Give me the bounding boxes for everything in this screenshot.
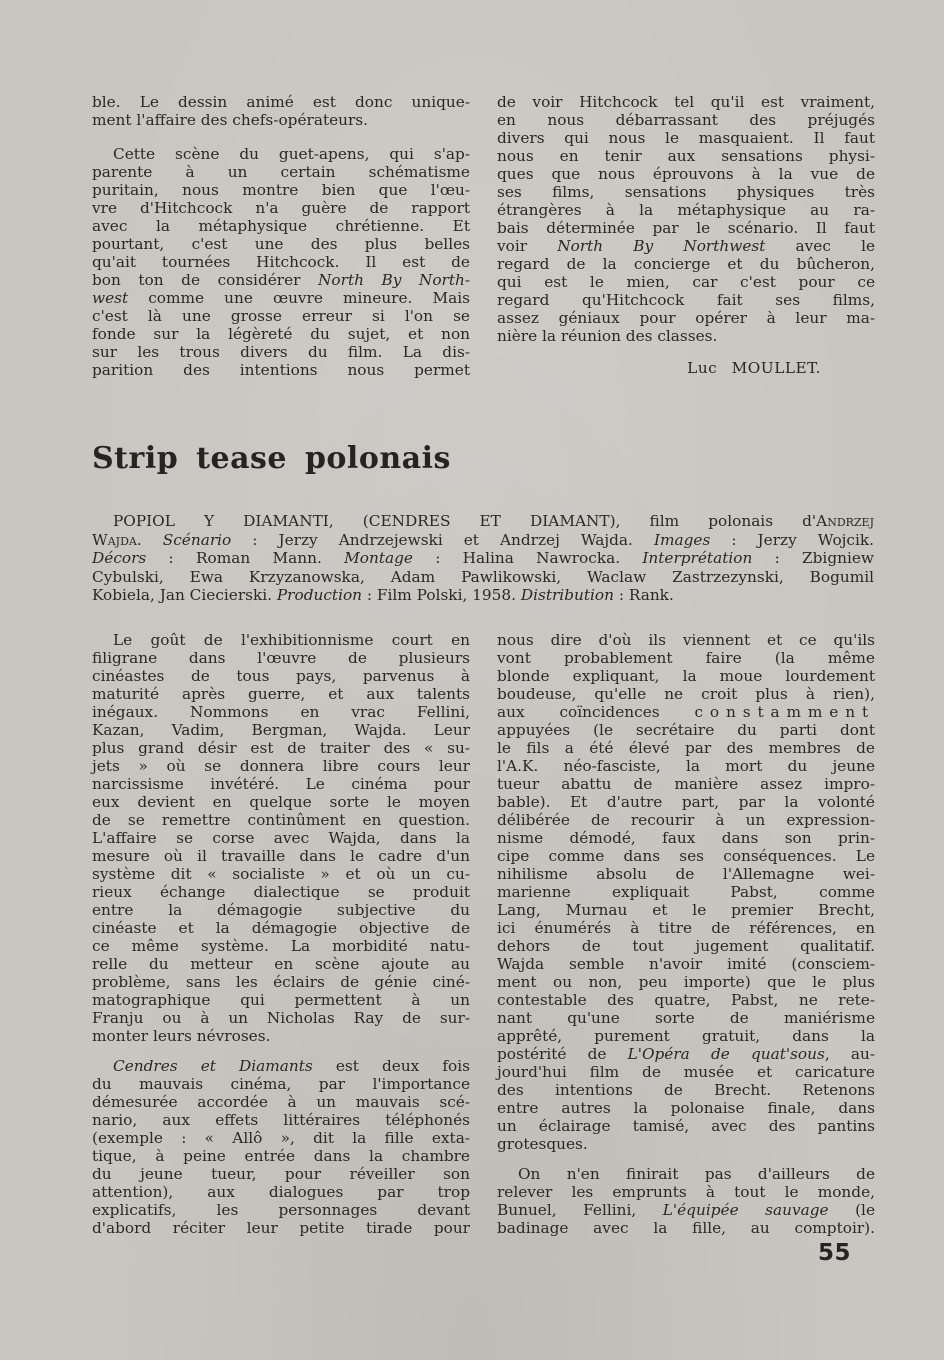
text-line: Lang, Murnau et le premier Brecht, bbox=[497, 901, 875, 919]
text-line: inégaux. Nommons en vrac Fellini, bbox=[92, 703, 470, 721]
text-line: (exemple : « Allô », dit la fille exta- bbox=[92, 1129, 470, 1147]
text-line: délibérée de recourir à un expression- bbox=[497, 811, 875, 829]
top-article bbox=[92, 93, 874, 379]
text-line: nous dire d'où ils viennent et ce qu'ils bbox=[497, 631, 875, 649]
text-line: Cette scène du guet-apens, qui s'ap- bbox=[113, 145, 470, 163]
text-line: nière la réunion des classes. bbox=[497, 327, 718, 345]
text-line: explicatifs, les personnages devant bbox=[92, 1201, 470, 1219]
text-line: du jeune tueur, pour réveiller son bbox=[92, 1165, 470, 1183]
text-line: badinage avec la fille, au comptoir). bbox=[497, 1219, 875, 1237]
text-line: ques que nous éprouvons à la vue de bbox=[497, 165, 875, 183]
text-line: entre la démagogie subjective du bbox=[92, 901, 470, 919]
film-credits-block bbox=[92, 512, 874, 605]
text-line: vont probablement faire (la même bbox=[497, 649, 875, 667]
main-article-left-column bbox=[92, 631, 470, 1237]
text-line: tueur abattu de manière assez impro- bbox=[497, 775, 875, 793]
text-line: le fils a été élevé par des membres de bbox=[497, 739, 875, 757]
text-line: plus grand désir est de traiter des « su- bbox=[92, 739, 470, 757]
text-line: nous en tenir aux sensations physi- bbox=[497, 147, 875, 165]
text-line: relle du metteur en scène ajoute au bbox=[92, 955, 470, 973]
text-line: c'est là une grosse erreur si l'on se bbox=[92, 307, 470, 325]
text-line: assez géniaux pour opérer à leur ma- bbox=[497, 309, 875, 327]
text-line: apprêté, purement gratuit, dans la bbox=[497, 1027, 875, 1045]
text-line: bable). Et d'autre part, par la volonté bbox=[497, 793, 875, 811]
text-line: de se remettre continûment en question. bbox=[92, 811, 470, 829]
text-line: jets » où se donnera libre cours leur bbox=[92, 757, 470, 775]
text-line: ses films, sensations physiques très bbox=[497, 183, 875, 201]
text-line: matographique qui permettent à un bbox=[92, 991, 470, 1009]
text-line: On n'en finirait pas d'ailleurs de bbox=[518, 1165, 875, 1183]
text-line: entre autres la polonaise finale, dans bbox=[497, 1099, 875, 1117]
article-title: Strip tease polonais bbox=[92, 441, 451, 476]
text-line: Kazan, Vadim, Bergman, Wajda. Leur bbox=[92, 721, 470, 739]
text-line: maturité après guerre, et aux talents bbox=[92, 685, 470, 703]
text-line: avec la métaphysique chrétienne. Et bbox=[92, 217, 470, 235]
text-line: regard qu'Hitchcock fait ses films, bbox=[497, 291, 875, 309]
text-line: dehors de tout jugement qualitatif. bbox=[497, 937, 875, 955]
text-line: ment ou non, peu importe) que le plus bbox=[497, 973, 875, 991]
text-line: parition des intentions nous permet bbox=[92, 361, 470, 379]
text-line: étrangères à la métaphysique au ra- bbox=[497, 201, 875, 219]
text-line: nario, aux effets littéraires téléphonés bbox=[92, 1111, 470, 1129]
text-line: monter leurs névroses. bbox=[92, 1027, 271, 1045]
text-line: L'affaire se corse avec Wajda, dans la bbox=[92, 829, 470, 847]
text-line: Luc MOULLET. bbox=[687, 359, 821, 377]
text-line: postérité de L'Opéra de quat'sous, au- bbox=[497, 1045, 875, 1063]
text-line: qu'ait tournées Hitchcock. Il est de bbox=[92, 253, 470, 271]
text-line: ment l'affaire des chefs-opérateurs. bbox=[92, 111, 369, 129]
text-line: problème, sans les éclairs de génie ciné- bbox=[92, 973, 470, 991]
text-line: tique, à peine entrée dans la chambre bbox=[92, 1147, 470, 1165]
text-line: mesure où il travaille dans le cadre d'un bbox=[92, 847, 470, 865]
text-line: un éclairage tamisé, avec des pantins bbox=[497, 1117, 875, 1135]
text-line: nisme démodé, faux dans son prin- bbox=[497, 829, 875, 847]
text-line: divers qui nous le masquaient. Il faut bbox=[497, 129, 875, 147]
text-line: Le goût de l'exhibitionnisme court en bbox=[113, 631, 470, 649]
text-line: filigrane dans l'œuvre de plusieurs bbox=[92, 649, 470, 667]
text-line: Wajda semble n'avoir imité (consciem- bbox=[497, 955, 875, 973]
text-line: ce même système. La morbidité natu- bbox=[92, 937, 470, 955]
text-line: jourd'hui film de musée et caricature bbox=[497, 1063, 875, 1081]
page-number: 55 bbox=[818, 1240, 852, 1266]
text-line: nihilisme absolu de l'Allemagne wei- bbox=[497, 865, 875, 883]
text-line: des intentions de Brecht. Retenons bbox=[497, 1081, 875, 1099]
text-line: en nous débarrassant des préjugés bbox=[497, 111, 875, 129]
text-line: relever les emprunts à tout le monde, bbox=[497, 1183, 875, 1201]
text-line: contestable des quatre, Pabst, ne rete- bbox=[497, 991, 875, 1009]
text-line: blonde expliquant, la moue lourdement bbox=[497, 667, 875, 685]
text-line: fonde sur la légèreté du sujet, et non bbox=[92, 325, 470, 343]
text-line: voir North By Northwest avec le bbox=[497, 237, 876, 255]
text-line: Cendres et Diamants est deux fois bbox=[113, 1057, 470, 1075]
text-line: sur les trous divers du film. La dis- bbox=[92, 343, 470, 361]
text-line: nant qu'une sorte de maniérisme bbox=[497, 1009, 875, 1027]
text-line: rieux échange dialectique se produit bbox=[92, 883, 470, 901]
text-line: eux devient en quelque sorte le moyen bbox=[92, 793, 470, 811]
text-line: grotesques. bbox=[497, 1135, 588, 1153]
text-line: ici énumérés à titre de références, en bbox=[497, 919, 875, 937]
text-line: boudeuse, qu'elle ne croit plus à rien), bbox=[497, 685, 875, 703]
top-article-left-column bbox=[92, 93, 470, 379]
text-line: attention), aux dialogues par trop bbox=[92, 1183, 470, 1201]
text-line: marienne expliquait Pabst, comme bbox=[497, 883, 875, 901]
text-line: Wajda. Scénario : Jerzy Andrzejewski et Andrzej Wajda. Images : Jerzy Wojcik. bbox=[92, 530, 874, 549]
text-line: Franju ou à un Nicholas Ray de sur- bbox=[92, 1009, 470, 1027]
text-line: vre d'Hitchcock n'a guère de rapport bbox=[92, 199, 470, 217]
top-article-right-column bbox=[497, 93, 875, 379]
text-line: Kobiela, Jan Ciecierski. Production : Film Polski, 1958. Distribution : Rank. bbox=[92, 586, 674, 605]
text-line: ble. Le dessin animé est donc unique- bbox=[92, 93, 470, 111]
text-line: regard de la concierge et du bûcheron, bbox=[497, 255, 875, 273]
text-line: du mauvais cinéma, par l'importance bbox=[92, 1075, 470, 1093]
text-line: cipe comme dans ses conséquences. Le bbox=[497, 847, 875, 865]
text-line: système dit « socialiste » et où un cu- bbox=[92, 865, 470, 883]
main-article-right-column bbox=[497, 631, 875, 1237]
text-line: POPIOL Y DIAMANTI, (CENDRES ET DIAMANT), film polonais d'Andrzej bbox=[113, 512, 874, 530]
main-article bbox=[92, 631, 874, 1237]
text-line: bon ton de considérer North By North- bbox=[92, 271, 471, 289]
text-line: narcissisme invétéré. Le cinéma pour bbox=[92, 775, 470, 793]
text-line: d'abord réciter leur petite tirade pour bbox=[92, 1219, 470, 1237]
text-line: west comme une œuvre mineure. Mais bbox=[92, 289, 470, 307]
text-line: parente à un certain schématisme bbox=[92, 163, 470, 181]
text-line: l'A.K. néo-fasciste, la mort du jeune bbox=[497, 757, 875, 775]
text-line: cinéaste et la démagogie objective de bbox=[92, 919, 470, 937]
text-line: puritain, nous montre bien que l'œu- bbox=[92, 181, 470, 199]
text-line: qui est le mien, car c'est pour ce bbox=[497, 273, 875, 291]
text-line: Décors : Roman Mann. Montage : Halina Nawrocka. Interprétation : Zbigniew bbox=[92, 549, 875, 568]
text-line: démesurée accordée à un mauvais scé- bbox=[92, 1093, 470, 1111]
text-line: aux coïncidences constamment bbox=[497, 703, 875, 721]
text-line: de voir Hitchcock tel qu'il est vraiment, bbox=[497, 93, 875, 111]
text-line: appuyées (le secrétaire du parti dont bbox=[497, 721, 875, 739]
text-line: pourtant, c'est une des plus belles bbox=[92, 235, 470, 253]
text-line: Bunuel, Fellini, L'équipée sauvage (le bbox=[497, 1201, 875, 1219]
text-line: cinéastes de tous pays, parvenus à bbox=[92, 667, 470, 685]
text-line: bais déterminée par le scénario. Il faut bbox=[497, 219, 875, 237]
text-line: Cybulski, Ewa Krzyzanowska, Adam Pawlikowski, Waclaw Zastrzezynski, Bogumil bbox=[92, 567, 874, 586]
